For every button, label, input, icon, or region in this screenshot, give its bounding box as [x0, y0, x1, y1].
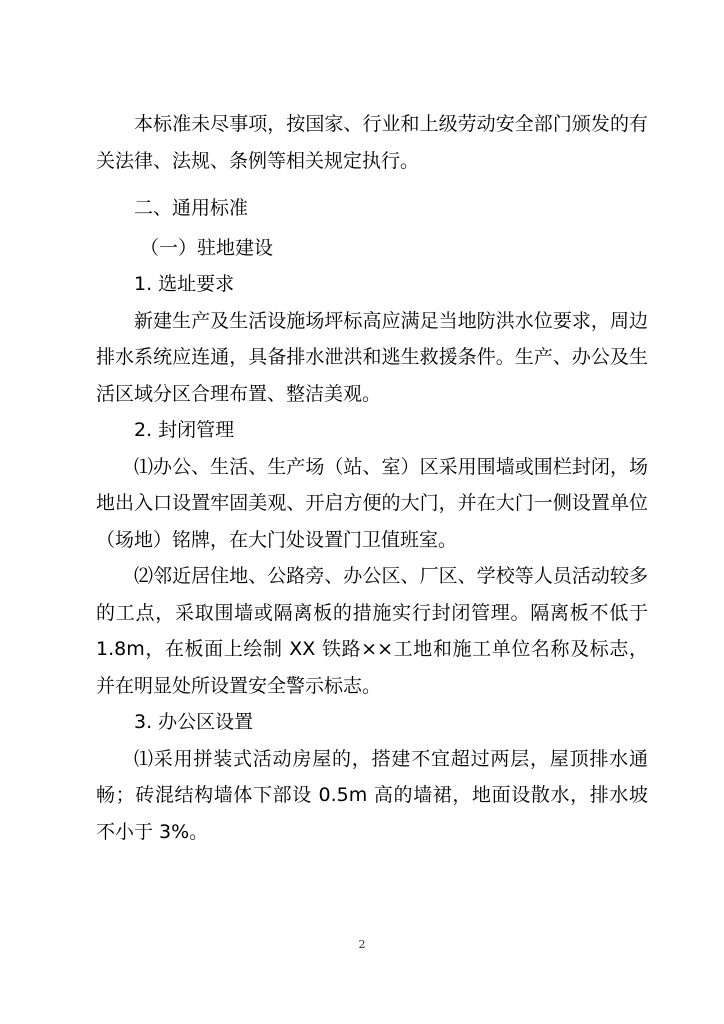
item-heading-site-selection: 1. 选址要求 — [134, 273, 235, 295]
document-body — [96, 106, 648, 850]
intro-paragraph: 本标准未尽事项，按国家、行业和上级劳动安全部门颁发的有关法律、法规、条例等相关规定执行。 — [96, 113, 648, 172]
section-heading-general-standards: 二、通用标准 — [134, 197, 249, 219]
enclosure-paragraph-1: ⑴办公、生活、生产场（站、室）区采用围墙或围栏封闭，场地出入口设置牢固美观、开启方便的大门，并在大门一侧设置单位（场地）铭牌，在大门处设置门卫值班室。 — [96, 455, 648, 551]
subsection-heading-site-construction: （一）驻地建设 — [140, 236, 274, 259]
item-heading-office-area: 3. 办公区设置 — [134, 711, 254, 733]
enclosure-paragraph-2: ⑵邻近居住地、公路旁、办公区、厂区、学校等人员活动较多的工点，采取围墙或隔离板的措施实行封闭管理。隔离板不低于1.8m，在板面上绘制 XX 铁路××工地和施工单位名称及标志，并在明显处所设置安全警示标志。 — [96, 565, 648, 697]
item-heading-enclosure: 2. 封闭管理 — [134, 419, 235, 441]
office-area-paragraph-1: ⑴采用拼装式活动房屋的，搭建不宜超过两层，屋顶排水通畅；砖混结构墙体下部设 0.5m 高的墙裙，地面设散水，排水坡不小于 3%。 — [96, 747, 648, 843]
site-selection-paragraph: 新建生产及生活设施场坪标高应满足当地防洪水位要求，周边排水系统应连通，具备排水泄洪和逃生救援条件。生产、办公及生活区域分区合理布置、整洁美观。 — [96, 309, 648, 405]
page-number: 2 — [358, 938, 366, 951]
